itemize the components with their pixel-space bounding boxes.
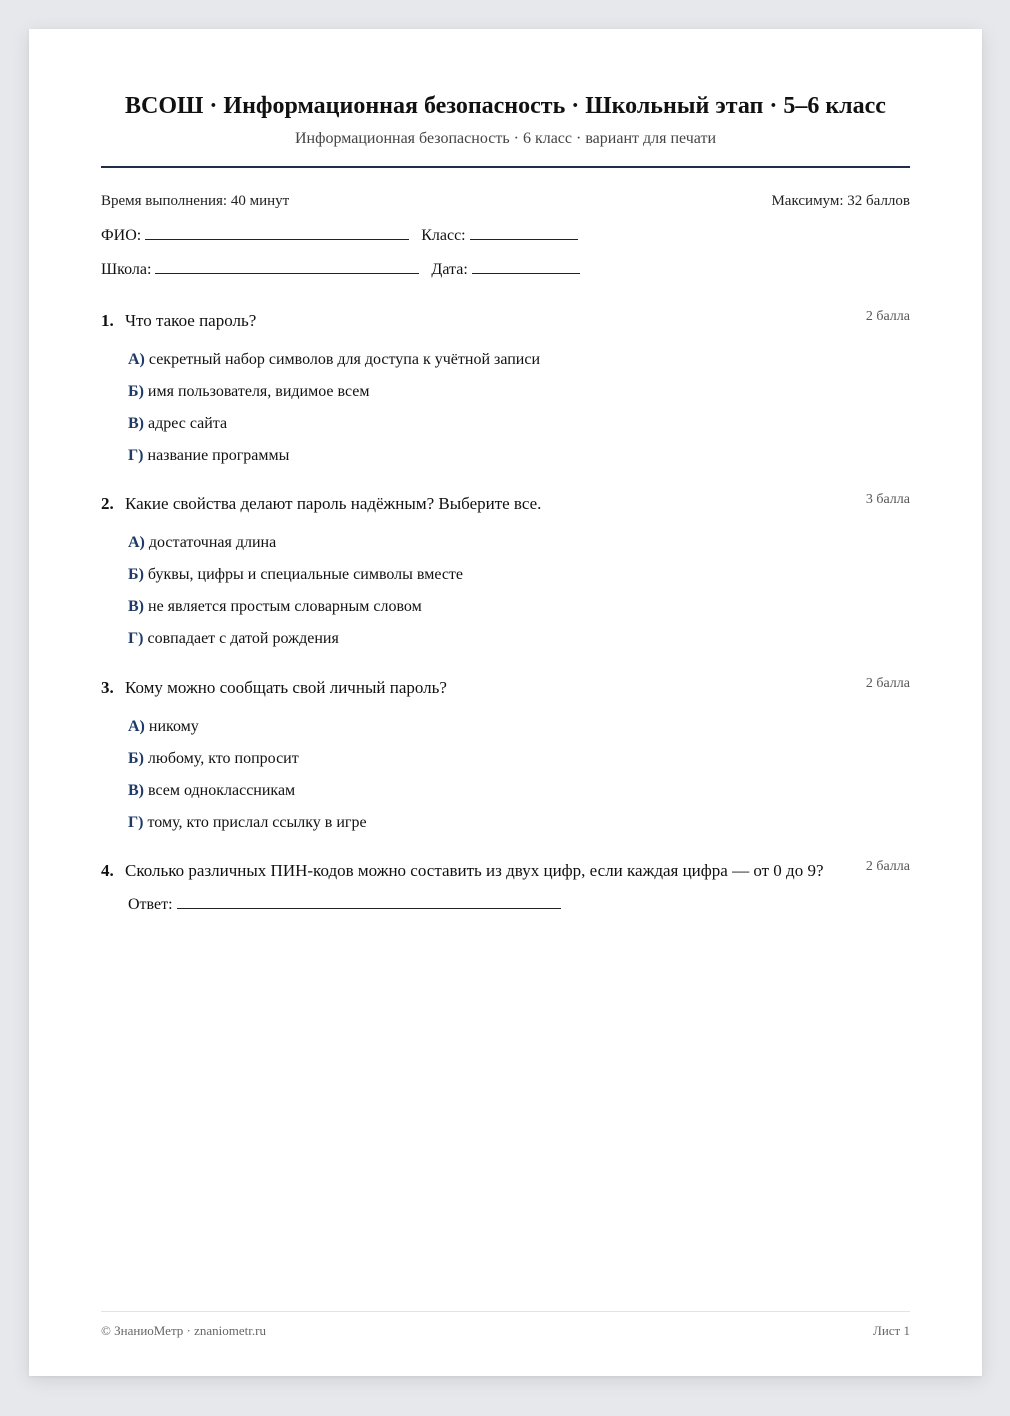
answer-field[interactable] <box>177 894 561 909</box>
option-text: название программы <box>147 447 290 464</box>
question-points: 3 балла <box>865 492 910 507</box>
option-letter: А) <box>128 718 145 735</box>
option-letter: Б) <box>128 566 144 583</box>
option-list <box>101 711 910 839</box>
option-letter: Б) <box>128 750 144 767</box>
question-points: 2 балла <box>865 676 910 691</box>
name-class-row <box>101 225 910 245</box>
max-score: Максимум: 32 баллов <box>771 193 910 209</box>
option-letter: В) <box>128 415 144 432</box>
option-list <box>101 344 910 472</box>
question-number: 4. <box>101 861 114 880</box>
page-subtitle: Информационная безопасность · 6 класс · вариант для печати <box>294 130 717 147</box>
option-text: тому, кто прислал ссылку в игре <box>147 814 367 831</box>
option-letter: Г) <box>128 447 144 464</box>
option-letter: Г) <box>128 814 144 831</box>
question-header <box>101 857 910 884</box>
option-text: буквы, цифры и специальные символы вместе <box>147 566 464 583</box>
school-field[interactable] <box>155 259 419 274</box>
school-date-row <box>101 259 910 279</box>
option-letter: В) <box>128 782 144 799</box>
date-field[interactable] <box>472 259 580 274</box>
class-label: Класс: <box>421 227 466 244</box>
option-list <box>101 527 910 655</box>
school-label: Школа: <box>101 261 152 278</box>
option-c[interactable] <box>128 591 910 623</box>
option-text: никому <box>148 718 199 735</box>
exam-meta <box>101 193 910 210</box>
option-text: секретный набор символов для доступа к учётной записи <box>148 351 541 368</box>
option-c[interactable] <box>128 408 910 440</box>
date-label: Дата: <box>431 261 468 278</box>
option-text: достаточная длина <box>148 534 277 551</box>
fio-field[interactable] <box>145 225 409 240</box>
option-b[interactable] <box>128 376 910 408</box>
option-b[interactable] <box>128 559 910 591</box>
option-letter: А) <box>128 351 145 368</box>
question-text: Что такое пароль? <box>125 311 257 330</box>
option-d[interactable] <box>128 807 910 839</box>
option-text: не является простым словарным словом <box>148 598 422 615</box>
sheet-number: Лист 1 <box>873 1323 910 1338</box>
option-d[interactable] <box>128 623 910 655</box>
option-a[interactable] <box>128 711 910 743</box>
question-text: Какие свойства делают пароль надёжным? Выберите все. <box>125 494 542 513</box>
worksheet-page <box>29 29 982 1376</box>
page-title: ВСОШ · Информационная безопасность · Школьный этап · 5–6 класс <box>125 93 886 119</box>
question-2 <box>101 490 910 655</box>
copyright-text: © ЗнаниоМетр · znaniometr.ru <box>101 1323 266 1338</box>
question-number: 1. <box>101 311 114 330</box>
answer-label: Ответ: <box>128 896 173 913</box>
header-divider <box>101 166 910 168</box>
option-letter: В) <box>128 598 144 615</box>
option-text: имя пользователя, видимое всем <box>147 383 370 400</box>
question-1 <box>101 307 910 472</box>
option-a[interactable] <box>128 344 910 376</box>
page-footer <box>101 1323 910 1339</box>
option-a[interactable] <box>128 527 910 559</box>
question-3 <box>101 674 910 839</box>
question-header <box>101 307 910 334</box>
footer-divider <box>101 1311 910 1312</box>
fio-label: ФИО: <box>101 227 142 244</box>
option-d[interactable] <box>128 440 910 472</box>
option-letter: Г) <box>128 630 144 647</box>
question-number: 3. <box>101 678 114 697</box>
question-header <box>101 490 910 517</box>
question-4 <box>101 857 910 914</box>
question-text: Сколько различных ПИН-кодов можно составить из двух цифр, если каждая цифра — от 0 до 9? <box>125 861 824 880</box>
time-limit: Время выполнения: 40 минут <box>101 193 290 209</box>
question-text: Кому можно сообщать свой личный пароль? <box>125 678 447 697</box>
answer-row <box>101 894 910 914</box>
option-letter: А) <box>128 534 145 551</box>
question-header <box>101 674 910 701</box>
class-field[interactable] <box>470 225 578 240</box>
option-c[interactable] <box>128 775 910 807</box>
question-number: 2. <box>101 494 114 513</box>
question-points: 2 балла <box>865 859 910 874</box>
option-text: всем одноклассникам <box>148 782 296 799</box>
option-text: адрес сайта <box>148 415 228 432</box>
question-points: 2 балла <box>865 309 910 324</box>
option-text: любому, кто попросит <box>147 750 299 767</box>
option-b[interactable] <box>128 743 910 775</box>
option-letter: Б) <box>128 383 144 400</box>
option-text: совпадает с датой рождения <box>147 630 339 647</box>
